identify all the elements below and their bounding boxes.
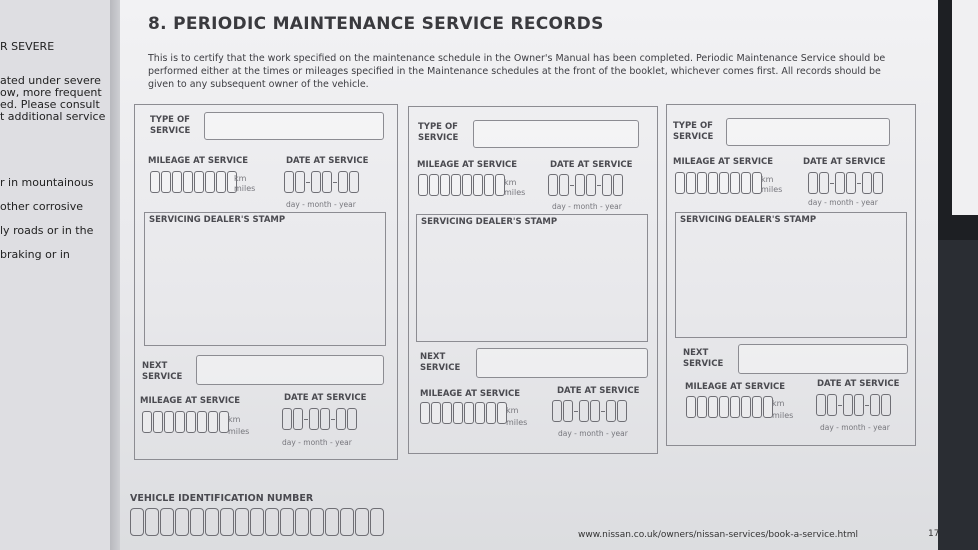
left-page-line: t additional service: [0, 110, 106, 123]
type-of-service-label: TYPE OF SERVICE: [673, 121, 714, 142]
service-card-frame: [134, 104, 398, 460]
left-page-line: other corrosive: [0, 200, 83, 213]
dealer-stamp-label: SERVICING DEALER'S STAMP: [149, 215, 286, 225]
left-page-line: r in mountainous: [0, 176, 94, 189]
km-label: km: [228, 415, 241, 424]
service-card-frame: [666, 104, 916, 446]
left-page: [0, 0, 112, 550]
page-number: 17: [928, 529, 940, 539]
dealer-stamp-label: SERVICING DEALER'S STAMP: [680, 215, 817, 225]
miles-label: miles: [761, 185, 783, 194]
type-of-service-label: TYPE OF SERVICE: [418, 122, 459, 143]
date-at-service-label: DATE AT SERVICE: [803, 157, 886, 167]
left-page-line: ated under severe: [0, 74, 101, 87]
left-page-line: ed. Please consult: [0, 98, 100, 111]
left-page-line: ly roads or in the: [0, 224, 94, 237]
vin-boxes[interactable]: [130, 508, 384, 536]
km-label: km: [504, 178, 517, 187]
intro-text: This is to certify that the work specified on the maintenance schedule in the Owner's Manual has been completed. Periodic Maintenance Service should be performed either at the times or mileages specified in the Maintenance schedules at the front of the booklet, whichever comes first. All records should be given to any subsequent owner of the vehicle.: [148, 53, 886, 90]
next-page-edge: [952, 0, 978, 215]
service-records-page: [120, 0, 938, 550]
mileage-at-service-label: MILEAGE AT SERVICE: [685, 382, 786, 392]
dealer-stamp-label: SERVICING DEALER'S STAMP: [421, 217, 558, 227]
day-month-year-hint: day - month - year: [808, 198, 878, 207]
date-at-service-label: DATE AT SERVICE: [557, 386, 640, 396]
type-of-service-label: TYPE OF SERVICE: [150, 115, 191, 136]
footer-url: www.nissan.co.uk/owners/nissan-services/book-a-service.html: [578, 530, 858, 540]
next-service-label: NEXT SERVICE: [683, 348, 724, 369]
date-at-service-label: DATE AT SERVICE: [286, 156, 369, 166]
miles-label: miles: [234, 184, 256, 193]
next-service-label: NEXT SERVICE: [420, 352, 461, 373]
mileage-at-service-label: MILEAGE AT SERVICE: [673, 157, 774, 167]
date-at-service-label: DATE AT SERVICE: [550, 160, 633, 170]
day-month-year-hint: day - month - year: [820, 423, 890, 432]
date-at-service-label: DATE AT SERVICE: [817, 379, 900, 389]
left-page-line: R SEVERE: [0, 40, 55, 53]
vin-label: VEHICLE IDENTIFICATION NUMBER: [130, 493, 314, 504]
day-month-year-hint: day - month - year: [282, 438, 352, 447]
page-title: 8. PERIODIC MAINTENANCE SERVICE RECORDS: [148, 14, 604, 34]
mileage-at-service-label: MILEAGE AT SERVICE: [420, 389, 521, 399]
day-month-year-hint: day - month - year: [286, 200, 356, 209]
km-label: km: [234, 174, 247, 183]
mileage-at-service-label: MILEAGE AT SERVICE: [148, 156, 249, 166]
miles-label: miles: [504, 188, 526, 197]
service-card-frame: [408, 106, 658, 454]
mileage-at-service-label: MILEAGE AT SERVICE: [140, 396, 241, 406]
left-page-line: braking or in: [0, 248, 70, 261]
next-service-label: NEXT SERVICE: [142, 361, 183, 382]
left-page-line: ow, more frequent: [0, 86, 102, 99]
miles-label: miles: [228, 427, 250, 436]
mileage-at-service-label: MILEAGE AT SERVICE: [417, 160, 518, 170]
miles-label: miles: [506, 418, 528, 427]
miles-label: miles: [772, 411, 794, 420]
day-month-year-hint: day - month - year: [558, 429, 628, 438]
km-label: km: [761, 175, 774, 184]
km-label: km: [506, 406, 519, 415]
km-label: km: [772, 399, 785, 408]
date-at-service-label: DATE AT SERVICE: [284, 393, 367, 403]
day-month-year-hint: day - month - year: [552, 202, 622, 211]
